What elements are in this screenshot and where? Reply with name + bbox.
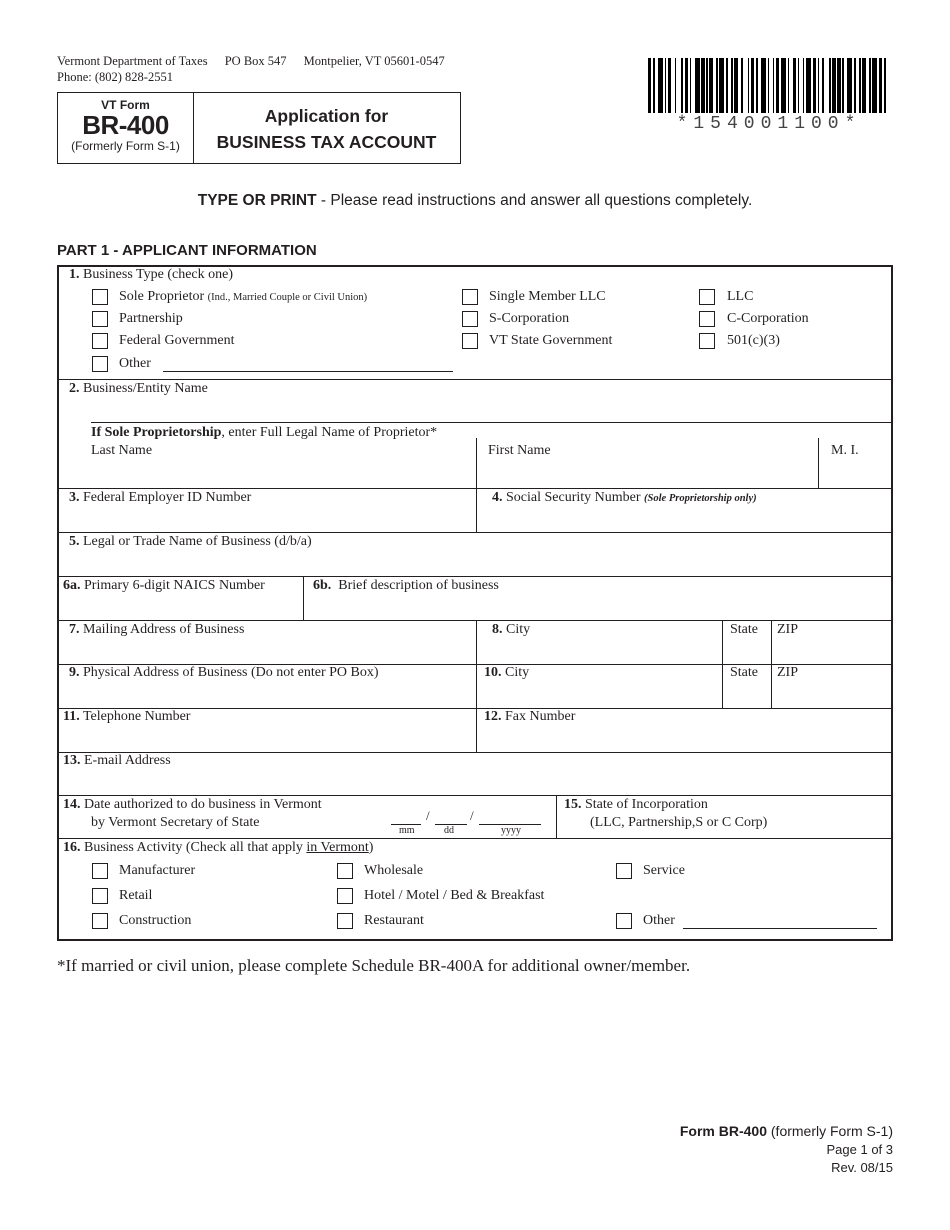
q16-end: ) [368,840,374,855]
agency-po-box: PO Box 547 [224,54,287,68]
q12-num: 12. [484,709,502,724]
checkbox-partnership[interactable] [92,311,108,327]
physical-city-input[interactable] [489,685,717,705]
other-type-input[interactable] [165,355,451,371]
other-activity-input[interactable] [685,912,875,928]
checkbox-other-activity[interactable] [616,913,632,929]
checkbox-other-type[interactable] [92,356,108,372]
mailing-state-input[interactable] [727,641,767,661]
option-c-corporation: C-Corporation [727,311,809,326]
checkbox-federal-government[interactable] [92,333,108,349]
q6b-num: 6b. [313,578,332,593]
checkbox-501c3[interactable] [699,333,715,349]
q16-underlined: in Vermont [306,840,369,855]
part1-title: PART 1 - APPLICANT INFORMATION [57,242,317,259]
sole-prop-rest: , enter Full Legal Name of Proprietor* [221,425,438,440]
physical-state-input[interactable] [727,685,767,705]
q5-num: 5. [69,534,80,549]
agency-name: Vermont Department of Taxes [57,54,208,68]
q12-text: Fax Number [505,709,576,724]
row-divider [59,532,891,533]
q10-label [484,665,529,681]
q11-label [63,709,190,725]
col-divider [476,620,477,708]
q11-text: Telephone Number [82,709,191,724]
option-wholesale: Wholesale [364,863,424,878]
q15-num: 15. [564,797,582,812]
q15-label [564,797,708,813]
naics-input[interactable] [93,597,297,617]
q15-line1: State of Incorporation [585,797,708,812]
footer-page: Page 1 of 3 [826,1142,893,1157]
physical-zip-label: ZIP [777,665,798,680]
q10-text: City [505,665,530,680]
date-yyyy-caption: yyyy [501,825,521,836]
q13-num: 13. [63,753,81,768]
row-divider [59,576,891,577]
col-divider [556,795,557,838]
q13-label [63,753,171,769]
q6b-text: Brief description of business [338,578,499,593]
q9-num: 9. [69,665,80,680]
date-slash-2: / [470,808,474,823]
option-single-member-llc: Single Member LLC [489,289,606,304]
checkbox-sole-proprietor[interactable] [92,289,108,305]
q15-line2: (LLC, Partnership,S or C Corp) [590,815,768,830]
checkbox-service[interactable] [616,863,632,879]
first-name-label: First Name [488,443,551,458]
q6a-label [63,578,265,594]
mailing-city-input[interactable] [489,641,717,661]
q6a-num: 6a. [63,578,81,593]
row-divider [59,379,891,380]
other-activity-underline [683,928,877,929]
first-name-input[interactable] [489,463,813,483]
checkbox-single-member-llc[interactable] [462,289,478,305]
checkbox-c-corporation[interactable] [699,311,715,327]
form-title-line2: BUSINESS TAX ACCOUNT [216,132,437,152]
business-description-input[interactable] [313,597,883,617]
sole-prop-instruction [91,425,437,441]
mi-input[interactable] [829,463,885,483]
vt-form-label: VT Form [101,98,150,112]
option-construction: Construction [119,913,192,928]
col-divider [476,438,477,488]
checkbox-construction[interactable] [92,913,108,929]
row-divider [59,752,891,753]
col-divider [722,620,723,708]
option-service: Service [643,863,685,878]
q4-num: 4. [492,490,503,505]
instructions [0,192,950,210]
applicant-info-grid [57,265,893,941]
footnote: *If married or civil union, please complete Schedule BR-400A for additional owner/member. [57,956,691,975]
row-divider [91,422,891,423]
q12-label [484,709,575,725]
q11-num: 11. [63,709,80,724]
col-divider [771,620,772,708]
footer-rev: Rev. 08/15 [831,1160,893,1175]
checkbox-restaurant[interactable] [337,913,353,929]
form-id-box [57,92,461,164]
option-other-type: Other [119,356,151,371]
row-divider [59,620,891,621]
state-of-incorporation-input[interactable] [789,809,885,829]
q10-num: 10. [484,665,502,680]
last-name-input[interactable] [93,463,471,483]
footer-form-bold: Form BR-400 [679,1123,767,1139]
physical-state-label: State [730,665,758,680]
q8-num: 8. [492,622,503,637]
option-restaurant: Restaurant [364,913,424,928]
option-s-corporation: S-Corporation [489,311,570,326]
q9-text: Physical Address of Business (Do not enter PO Box) [83,665,379,680]
agency-phone: Phone: (802) 828-2551 [57,70,173,84]
option-sole-proprietor [119,289,367,305]
row-divider [59,838,891,839]
option-other-activity: Other [643,913,675,928]
q14-num: 14. [63,797,81,812]
row-divider [59,795,891,796]
q3-text: Federal Employer ID Number [83,490,252,505]
fax-input[interactable] [489,729,885,749]
checkbox-llc[interactable] [699,289,715,305]
dba-name-input[interactable] [93,553,883,573]
mi-label: M. I. [831,443,859,458]
checkbox-manufacturer[interactable] [92,863,108,879]
date-dd-input[interactable] [436,809,466,823]
col-divider [303,576,304,620]
q7-num: 7. [69,622,80,637]
option-sole-proprietor-note: (Ind., Married Couple or Civil Union) [207,292,368,303]
option-sole-proprietor-label: Sole Proprietor [119,289,205,304]
mailing-zip-label: ZIP [777,622,798,637]
option-retail: Retail [119,888,153,903]
row-divider [59,488,891,489]
option-federal-government: Federal Government [119,333,235,348]
q6a-text: Primary 6-digit NAICS Number [84,578,265,593]
instructions-bold: TYPE OR PRINT [197,192,317,209]
option-llc: LLC [727,289,754,304]
option-vt-state-government: VT State Government [489,333,613,348]
date-mm-input[interactable] [392,809,420,823]
telephone-input[interactable] [93,729,471,749]
footer-form-rest: (formerly Form S-1) [767,1123,893,1139]
q8-label [492,622,530,638]
agency-city: Montpelier, VT 05601-0547 [303,54,445,68]
form-number: BR-400 [82,110,169,140]
q1-text: Business Type (check one) [83,267,234,282]
mailing-address-input[interactable] [93,641,471,661]
q3-label [69,490,251,506]
col-divider [818,438,819,488]
checkbox-hotel[interactable] [337,888,353,904]
instructions-text: - Please read instructions and answer all questions completely. [316,192,753,209]
checkbox-s-corporation[interactable] [462,311,478,327]
q4-note: (Sole Proprietorship only) [644,493,757,504]
checkbox-vt-state-government[interactable] [462,333,478,349]
other-type-underline [163,371,453,372]
q13-text: E-mail Address [84,753,171,768]
email-input[interactable] [93,772,883,792]
agency-header [57,53,459,85]
mailing-zip-input[interactable] [777,641,885,661]
q4-label [492,490,757,506]
sole-prop-bold: If Sole Proprietorship [91,425,222,440]
fein-input[interactable] [93,509,471,529]
q14-label [63,797,322,813]
q8-text: City [506,622,531,637]
q14-line1: Date authorized to do business in Vermont [84,797,322,812]
physical-zip-input[interactable] [777,685,885,705]
q7-label [69,622,244,638]
q2-label [69,381,208,397]
barcode-number: *154001100* [676,114,862,134]
mailing-state-label: State [730,622,758,637]
q14-line2: by Vermont Secretary of State [91,815,260,830]
formerly-label: (Formerly Form S-1) [71,139,180,153]
form-title-line1: Application for [264,106,389,126]
checkbox-wholesale[interactable] [337,863,353,879]
q5-text: Legal or Trade Name of Business (d/b/a) [83,534,312,549]
q16-text: Business Activity (Check all that apply [84,840,307,855]
q3-num: 3. [69,490,80,505]
date-mm-caption: mm [399,825,415,836]
ssn-input[interactable] [489,509,885,529]
date-yyyy-input[interactable] [480,809,540,823]
business-entity-name-input[interactable] [93,399,883,419]
last-name-label: Last Name [91,443,153,458]
checkbox-retail[interactable] [92,888,108,904]
date-slash-1: / [426,808,430,823]
col-divider [476,708,477,752]
col-divider [476,488,477,532]
q16-num: 16. [63,840,81,855]
physical-address-input[interactable] [93,685,471,705]
q7-text: Mailing Address of Business [83,622,245,637]
q2-num: 2. [69,381,80,396]
barcode [648,58,890,113]
footer-form [680,1123,893,1139]
option-partnership: Partnership [119,311,183,326]
q1-label [69,267,233,283]
barcode-stripe [886,58,889,113]
option-manufacturer: Manufacturer [119,863,196,878]
q6b-label [313,578,499,594]
q4-text: Social Security Number [506,490,641,505]
q5-label [69,534,312,550]
option-501c3: 501(c)(3) [727,333,780,348]
date-dd-caption: dd [444,825,454,836]
option-hotel: Hotel / Motel / Bed & Breakfast [364,888,545,903]
q1-num: 1. [69,267,80,282]
q16-label [63,840,373,856]
q9-label [69,665,379,681]
q2-text: Business/Entity Name [83,381,208,396]
